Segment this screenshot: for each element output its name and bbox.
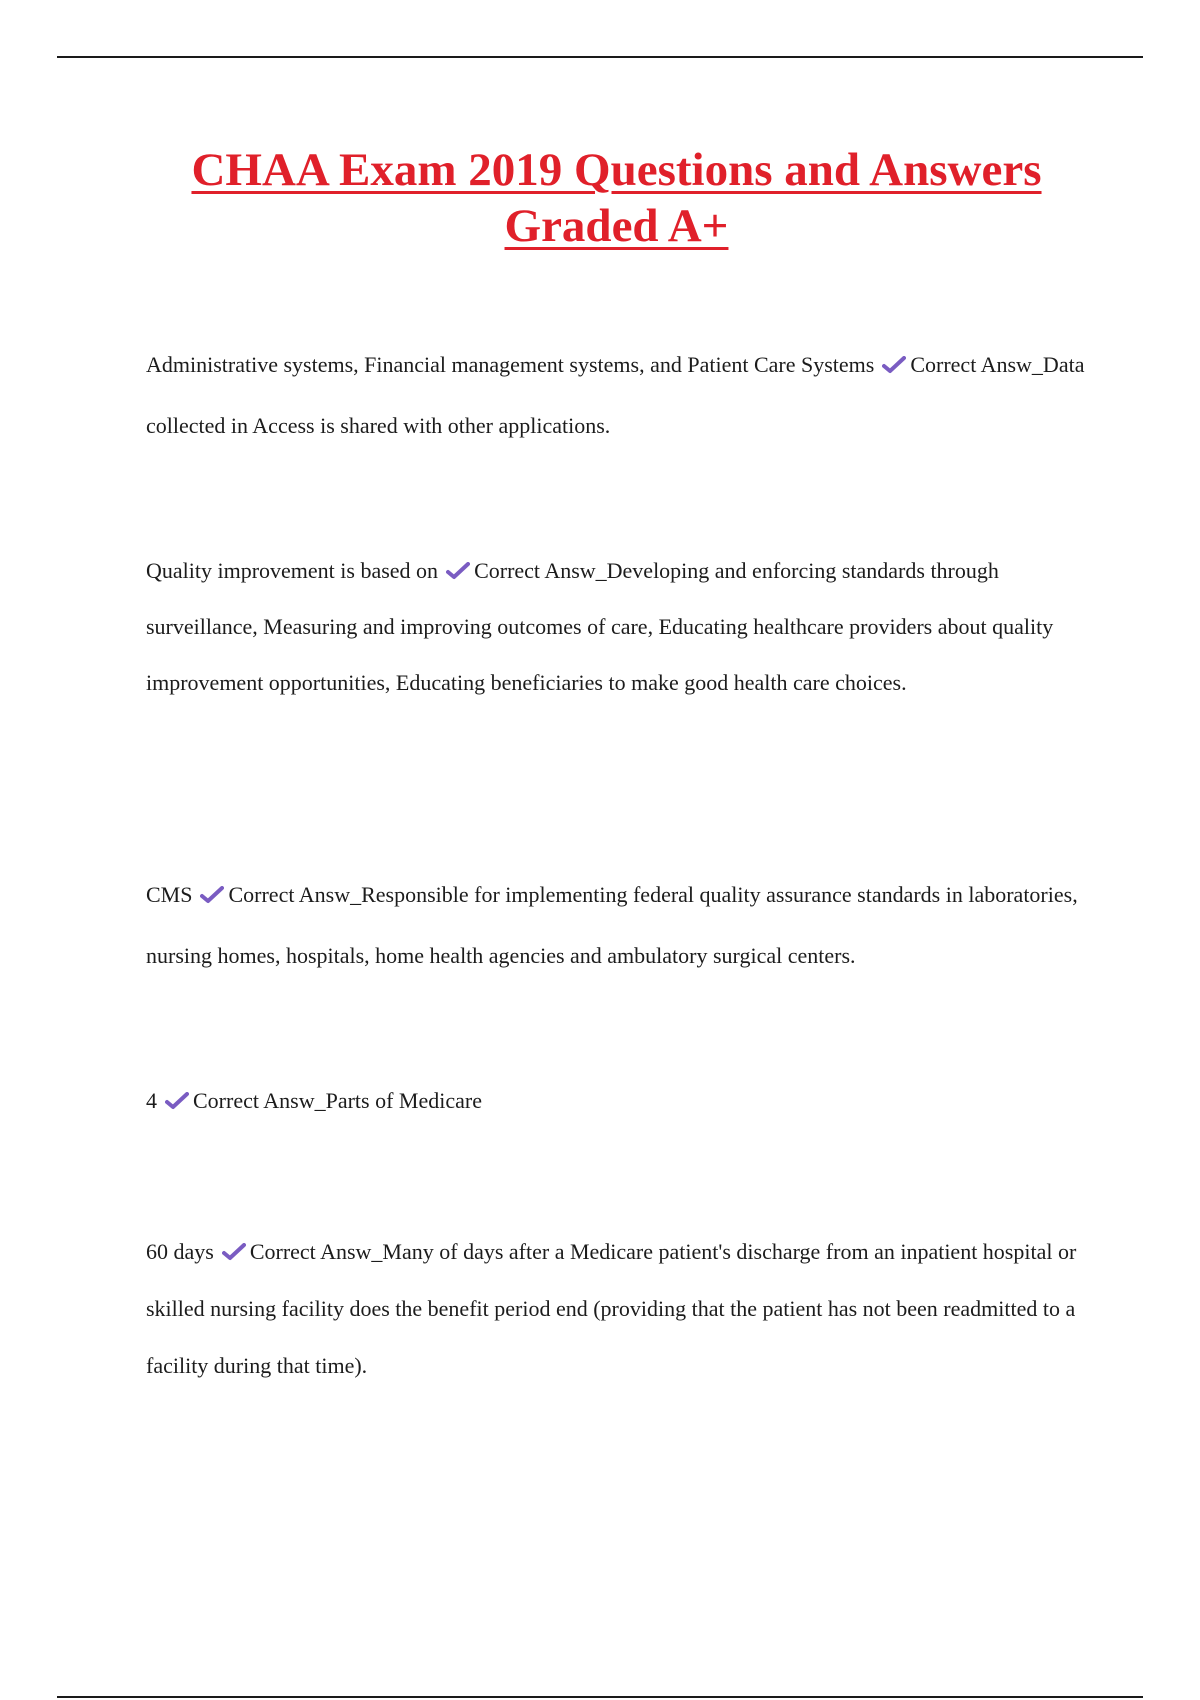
- qa-item-4: [146, 1072, 1096, 1129]
- question-text: 4: [146, 1088, 157, 1113]
- question-text: Quality improvement is based on: [146, 558, 439, 583]
- document-title: [0, 142, 1200, 254]
- title-line-1: CHAA Exam 2019 Questions and Answers: [191, 144, 1042, 196]
- answer-text: Correct Answ_Parts of Medicare: [193, 1088, 482, 1113]
- check-icon: [200, 886, 224, 904]
- answer-text: Correct Answ_Data collected in Access is shared with other applications.: [146, 352, 1085, 438]
- answer-text: Correct Answ_Responsible for implementing federal quality assurance standards in laboratories, nursing homes, hospitals, home health agencies and ambulatory surgical centers.: [146, 882, 1078, 968]
- question-text: 60 days: [146, 1239, 214, 1264]
- header-rule: [57, 56, 1143, 58]
- title-line-2: Graded A+: [504, 200, 729, 252]
- footer-rule: [57, 1696, 1143, 1698]
- answer-text: Correct Answ_Developing and enforcing standards through surveillance, Measuring and improving outcomes of care, Educating healthcare providers about quality improvement opportunities, Educating beneficiaries to make good health care choices.: [146, 558, 1054, 695]
- question-text: CMS: [146, 882, 193, 907]
- question-text: Administrative systems, Financial management systems, and Patient Care Systems: [146, 352, 875, 377]
- qa-item-5: [146, 1223, 1096, 1394]
- answer-text: Correct Answ_Many of days after a Medicare patient's discharge from an inpatient hospital or skilled nursing facility does the benefit period end (providing that the patient has not been readmitted to a facility during that time).: [146, 1239, 1077, 1378]
- check-icon: [446, 562, 470, 580]
- check-icon: [882, 356, 906, 374]
- check-icon: [165, 1092, 189, 1110]
- qa-item-2: [146, 543, 1096, 711]
- qa-item-3: [146, 864, 1096, 986]
- check-icon: [222, 1243, 246, 1261]
- qa-item-1: [146, 334, 1096, 456]
